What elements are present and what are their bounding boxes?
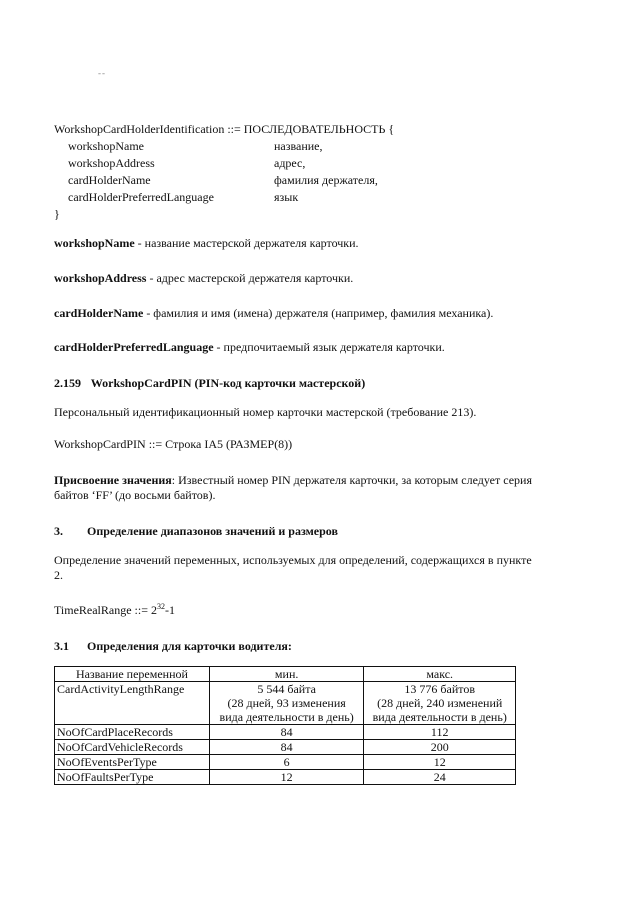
definition-paragraph: [54, 306, 594, 321]
asn-header: WorkshopCardHolderIdentification ::= ПОСЛЕДОВАТЕЛЬНОСТЬ {: [54, 122, 395, 136]
section-title: WorkshopCardPIN (PIN-код карточки мастерской): [90, 376, 366, 390]
time-range-exponent: 32: [156, 602, 165, 611]
cell-line: (28 дней, 240 изменений: [377, 696, 503, 710]
cell-line: 13 776 байтов: [404, 682, 476, 696]
min-value-cell: 12: [209, 770, 364, 785]
pin-definition: WorkshopCardPIN ::= Строка IA5 (РАЗМЕР(8)): [54, 437, 293, 451]
table-row: [55, 755, 516, 770]
table-header-row: [55, 667, 516, 682]
definition-text: - предпочитаемый язык держателя карточки.: [213, 340, 445, 354]
time-range-suffix: -1: [164, 603, 175, 617]
table-row: [55, 725, 516, 740]
definition-paragraph: [54, 236, 594, 251]
section-title: Определение диапазонов значений и размеров: [87, 524, 338, 538]
max-value-cell: [364, 682, 516, 725]
asn-field-row: [54, 139, 594, 155]
definition-term: cardHolderName: [54, 306, 144, 320]
time-range-prefix: TimeRealRange ::= 2: [54, 603, 157, 617]
section-heading-3: [54, 524, 594, 539]
cell-line: вида деятельности в день): [372, 710, 507, 724]
definition-term: workshopAddress: [54, 271, 147, 285]
section-number: 2.159: [54, 376, 81, 390]
cell-line: вида деятельности в день): [219, 710, 354, 724]
section-heading-31: [54, 639, 594, 654]
cell-line: 5 544 байта: [257, 682, 316, 696]
time-real-range: [54, 603, 594, 618]
definition-term: workshopName: [54, 236, 135, 250]
asn-field-row: [54, 173, 594, 189]
max-value-cell: 200: [364, 740, 516, 755]
definition-text: - фамилия и имя (имена) держателя (например, фамилия механика).: [143, 306, 494, 320]
value-assignment-label: Присвоение значения: [54, 473, 172, 487]
value-assignment-paragraph: [54, 473, 534, 503]
max-value-cell: 12: [364, 755, 516, 770]
definition-paragraph: [54, 271, 594, 286]
min-value-cell: 84: [209, 740, 364, 755]
asn-close-brace: }: [54, 207, 60, 221]
variable-name-cell: NoOfEventsPerType: [55, 755, 210, 770]
table-row: [55, 682, 516, 725]
definition-text: - название мастерской держателя карточки.: [134, 236, 359, 250]
header-mark: --: [98, 68, 106, 78]
section-description: Персональный идентификационный номер карточки мастерской (требование 213).: [54, 405, 477, 419]
asn-field-comment: название,: [274, 139, 323, 153]
asn-field-comment: язык: [274, 190, 299, 204]
max-value-cell: 24: [364, 770, 516, 785]
asn-field-name: cardHolderName: [68, 173, 151, 187]
section-heading-2159: [54, 376, 594, 391]
asn-field-name: workshopName: [68, 139, 144, 153]
column-header: макс.: [364, 667, 516, 682]
column-header: Название переменной: [55, 667, 210, 682]
asn-field-comment: фамилия держателя,: [274, 173, 378, 187]
definition-text: - адрес мастерской держателя карточки.: [146, 271, 354, 285]
asn-field-name: cardHolderPreferredLanguage: [68, 190, 214, 204]
table-row: [55, 770, 516, 785]
definition-term: cardHolderPreferredLanguage: [54, 340, 214, 354]
asn-field-row: [54, 156, 594, 172]
variable-name-cell: NoOfCardVehicleRecords: [55, 740, 210, 755]
asn-field-comment: адрес,: [274, 156, 306, 170]
max-value-cell: 112: [364, 725, 516, 740]
table-row: [55, 740, 516, 755]
min-value-cell: [209, 682, 364, 725]
min-value-cell: 84: [209, 725, 364, 740]
section-title: Определения для карточки водителя:: [87, 639, 292, 653]
cell-line: (28 дней, 93 изменения: [227, 696, 346, 710]
min-value-cell: 6: [209, 755, 364, 770]
variable-name-cell: NoOfFaultsPerType: [55, 770, 210, 785]
value-assignment-text: : Известный номер PIN держателя карточки, за которым следует серия байтов ‘FF’ (до восьми байтов).: [54, 473, 532, 502]
section-number: 3.1: [54, 639, 69, 653]
asn-field-name: workshopAddress: [68, 156, 155, 170]
section-number: 3.: [54, 524, 63, 538]
section-description: Определение значений переменных, используемых для определений, содержащихся в пункте 2.: [54, 553, 532, 582]
driver-card-variables-table: [54, 666, 516, 785]
variable-name-cell: NoOfCardPlaceRecords: [55, 725, 210, 740]
asn-field-row: [54, 190, 594, 206]
variable-name-cell: CardActivityLengthRange: [55, 682, 210, 725]
definition-paragraph: [54, 340, 594, 355]
column-header: мин.: [209, 667, 364, 682]
